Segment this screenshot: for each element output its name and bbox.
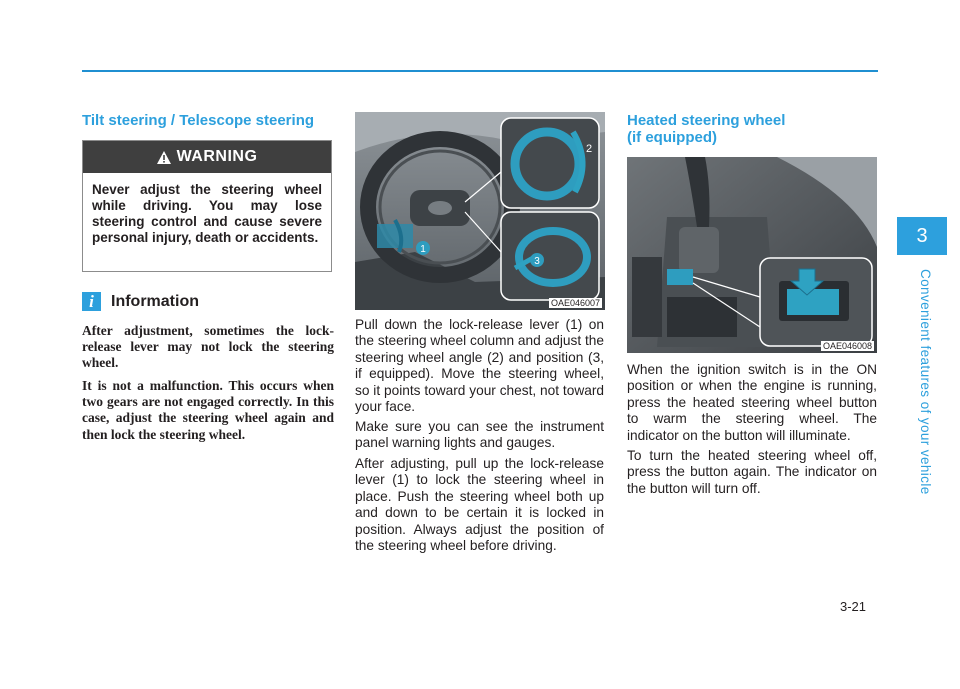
steering-wheel-figure xyxy=(355,112,605,310)
chapter-title: Convenient features of your vehicle xyxy=(918,269,933,495)
heading-line-1: Heated steering wheel xyxy=(627,112,786,129)
body-paragraph-3: After adjusting, pull up the lock-release lever (1) to lock the steering wheel in place. Push the steering wheel both up and down to be certain it is locked in position. Always adjust the position of the steering wheel before driving. xyxy=(355,456,604,554)
figure-code: OAE046007 xyxy=(550,298,600,308)
chapter-sidebar xyxy=(897,217,947,497)
warning-box xyxy=(82,140,332,272)
steering-wheel-illustration xyxy=(355,112,605,310)
warning-header xyxy=(83,141,331,173)
information-label: Information xyxy=(111,292,199,310)
center-console-illustration xyxy=(627,157,877,353)
body-paragraph-2: Make sure you can see the instrument panel warning lights and gauges. xyxy=(355,419,604,451)
body-paragraph-2: To turn the heated steering wheel off, press the button again. The indicator on the button will turn off. xyxy=(627,448,877,496)
chapter-number-tab: 3 xyxy=(897,217,947,255)
page-number: 3-21 xyxy=(840,599,867,614)
warning-text: Never adjust the steering wheel while driving. You may lose steering control and cause severe personal injury, death or accidents. xyxy=(92,182,322,245)
heated-steering-figure xyxy=(627,157,877,353)
info-paragraph-2: It is not a malfunction. This occurs when two gears are not engaged correctly. In this case, adjust the steering wheel again and then lock the steering wheel. xyxy=(82,378,334,442)
information-header xyxy=(82,292,199,311)
callout-2-label: 2 xyxy=(585,143,593,155)
header-rule xyxy=(82,70,878,72)
info-paragraph-1: After adjustment, sometimes the lock-release lever may not lock the steering wheel. xyxy=(82,323,334,371)
callout-1-label: 1 xyxy=(420,244,426,255)
section-heading-heated-steering xyxy=(627,112,877,146)
callout-3-label: 3 xyxy=(534,256,540,267)
warning-label: WARNING xyxy=(176,148,258,165)
section-heading-tilt-steering: Tilt steering / Telescope steering xyxy=(82,112,315,129)
warning-triangle-icon xyxy=(157,151,171,164)
figure-code: OAE046008 xyxy=(822,341,872,351)
info-icon: i xyxy=(82,292,101,311)
heading-line-2: (if equipped) xyxy=(627,129,717,146)
body-paragraph-1: Pull down the lock-release lever (1) on the steering wheel column and adjust the steering wheel angle (2) and position (3, if equipped). Move the steering wheel, so it points toward your chest, not toward your face. xyxy=(355,317,604,415)
body-paragraph-1: When the ignition switch is in the ON position or when the engine is running, press the heated steering wheel button to warm the steering wheel. The indicator on the button will illuminate. xyxy=(627,362,877,443)
